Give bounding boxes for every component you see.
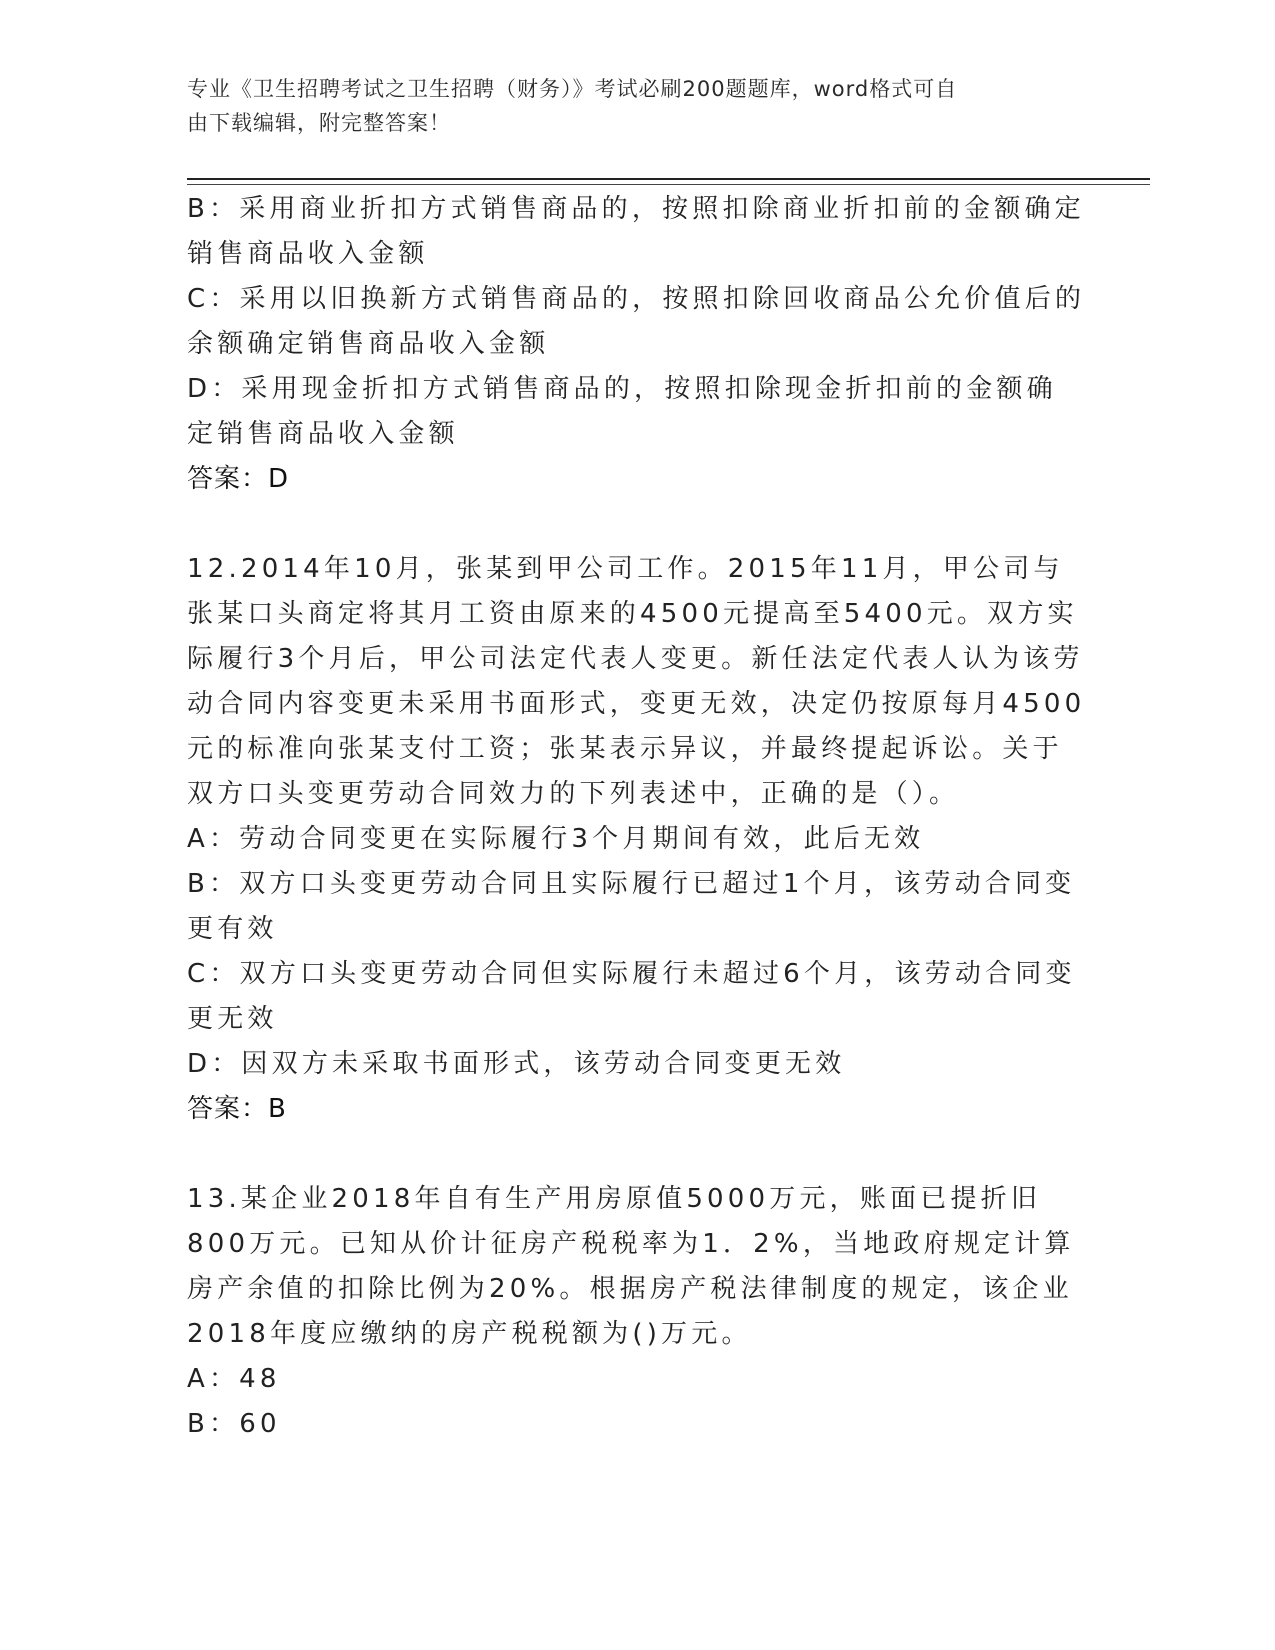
option-c: C：双方口头变更劳动合同但实际履行未超过6个月，该劳动合同变更无效	[187, 959, 1076, 1034]
option-b: B：双方口头变更劳动合同且实际履行已超过1个月，该劳动合同变更有效	[187, 869, 1076, 944]
header-divider-thin	[187, 184, 1150, 185]
option-a: A：48	[187, 1364, 281, 1394]
question-13	[187, 1177, 1087, 1447]
answer: 答案：B	[187, 1094, 287, 1124]
question-stem: 12.2014年10月，张某到甲公司工作。2015年11月，甲公司与张某口头商定将其月工资由原来的4500元提高至5400元。双方实际履行3个月后，甲公司法定代表人变更。新任法定代表人认为该劳动合同内容变更未采用书面形式，变更无效，决定仍按原每月4500元的标准向张某支付工资；张某表示异议，并最终提起诉讼。关于双方口头变更劳动合同效力的下列表述中，正确的是（）。	[187, 554, 1086, 809]
spacer	[187, 1132, 1087, 1177]
header-divider-thick	[187, 178, 1150, 180]
header-line-2: 由下载编辑，附完整答案！	[187, 111, 451, 135]
question-12	[187, 547, 1087, 1132]
document-body	[187, 187, 1087, 1447]
option-d: D：因双方未采取书面形式，该劳动合同变更无效	[187, 1049, 846, 1079]
header-line-1: 专业《卫生招聘考试之卫生招聘（财务）》考试必刷200题题库，word格式可自	[187, 77, 958, 101]
question-stem: 13.某企业2018年自有生产用房原值5000万元，账面已提折旧800万元。已知从价计征房产税税率为1．2%，当地政府规定计算房产余值的扣除比例为20%。根据房产税法律制度的规定，该企业2018年度应缴纳的房产税税额为()万元。	[187, 1184, 1075, 1349]
option-b: B：60	[187, 1409, 281, 1439]
spacer	[187, 502, 1087, 547]
option-b: B：采用商业折扣方式销售商品的，按照扣除商业折扣前的金额确定销售商品收入金额	[187, 194, 1085, 269]
document-header	[187, 72, 1067, 140]
option-d: D：采用现金折扣方式销售商品的，按照扣除现金折扣前的金额确定销售商品收入金额	[187, 374, 1057, 449]
answer: 答案：D	[187, 464, 290, 494]
option-a: A：劳动合同变更在实际履行3个月期间有效，此后无效	[187, 824, 925, 854]
previous-question-block	[187, 187, 1087, 502]
option-c: C：采用以旧换新方式销售商品的，按照扣除回收商品公允价值后的余额确定销售商品收入金额	[187, 284, 1086, 359]
